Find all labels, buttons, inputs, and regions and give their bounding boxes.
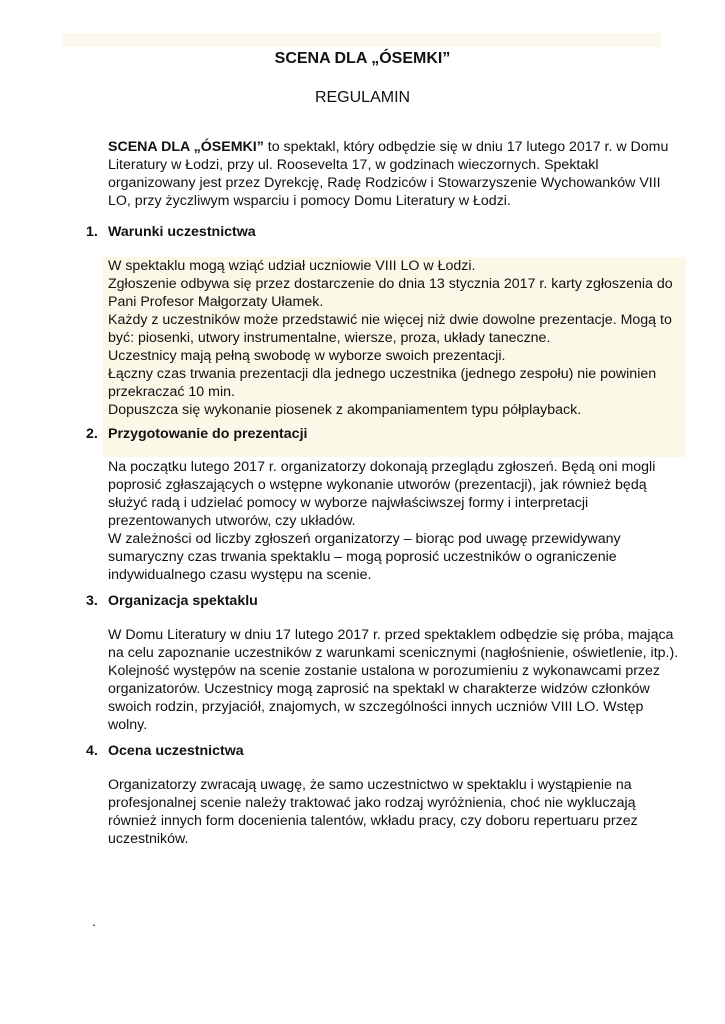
section-heading-1 <box>86 223 686 241</box>
paragraph: W spektaklu mogą wziąć udział uczniowie VIII LO w Łodzi. <box>108 258 476 274</box>
intro-text: to spektakl, który odbędzie się w dniu 17 lutego 2017 r. w Domu Literatury w Łodzi, przy ul. Roosevelta 17, w godzinach wieczornych. Spektakl organizowany jest przez Dyrekcję, Radę Rodziców i Stowarzyszenie Wychowanków VIII LO, przy życzliwym wsparciu i pomocy Domu Literatury w Łodzi. <box>108 139 669 209</box>
intro-bold-lead: SCENA DLA „ÓSEMKI” <box>108 139 264 155</box>
page-title: SCENA DLA „ÓSEMKI” <box>274 50 451 67</box>
paragraph: Zgłoszenie odbywa się przez dostarczenie do dnia 13 stycznia 2017 r. karty zgłoszenia do Pani Profesor Małgorzaty Ułamek. <box>108 276 673 310</box>
section-number: 2. <box>86 426 98 442</box>
section-title: Warunki uczestnictwa <box>108 224 256 240</box>
header-highlight <box>63 33 661 47</box>
section-number: 3. <box>86 593 98 609</box>
paragraph: W Domu Literatury w dniu 17 lutego 2017 r. przed spektaklem odbędzie się próba, mająca na celu zapoznanie uczestników z warunkami scenicznymi (nagłośnienie, oświetlenie, itp.). Kolejność występów na scenie zostanie ustalona w porozumieniu z wykonawcami przez organizatorów. Uczestnicy mogą zaprosić na spektakl w charakterze widzów członków swoich rodzin, przyjaciół, znajomych, w szczególności innych uczniów VIII LO. Wstęp wolny. <box>108 627 679 733</box>
paragraph: Uczestnicy mają pełną swobodę w wyborze swoich prezentacji. <box>108 348 506 364</box>
section-title: Ocena uczestnictwa <box>108 743 244 759</box>
section-number: 4. <box>86 743 98 759</box>
trailing-mark: . <box>92 913 96 929</box>
section-title: Organizacja spektaklu <box>108 593 258 609</box>
paragraph: Dopuszcza się wykonanie piosenek z akompaniamentem typu półplayback. <box>108 402 582 418</box>
page-subtitle: REGULAMIN <box>314 89 411 106</box>
paragraph: Każdy z uczestników może przedstawić nie więcej niż dwie dowolne prezentacje. Mogą to być: piosenki, utwory instrumentalne, wiersze, proza, układy taneczne. <box>108 312 672 346</box>
section-heading-3 <box>86 592 686 610</box>
paragraph: Na początku lutego 2017 r. organizatorzy dokonają przeglądu zgłoszeń. Będą oni mogli poprosić zgłaszających o wstępne wykonanie utworów (prezentacji), jak również będą służyć radą i udzielać pomocy w wyborze najwłaściwszej formy i interpretacji prezentowanych utworów, czy układów. <box>108 459 656 529</box>
section-body-3 <box>108 626 686 734</box>
section-body-4 <box>108 776 686 848</box>
section-heading-4 <box>86 742 686 760</box>
paragraph: Organizatorzy zwracają uwagę, że samo uczestnictwo w spektaklu i wystąpienie na profesjonalnej scenie należy traktować jako rodzaj wyróżnienia, choć nie wykluczają również innych form docenienia talentów, wkładu pracy, czy doboru repertuaru przez uczestników. <box>108 777 638 847</box>
paragraph: W zależności od liczby zgłoszeń organizatorzy – biorąc pod uwagę przewidywany sumaryczny czas trwania spektaklu – mogą poprosić uczestników o ograniczenie indywidualnego czasu występu na scenie. <box>108 531 621 583</box>
intro-paragraph <box>108 138 686 210</box>
section-body-2 <box>108 458 686 584</box>
section-number: 1. <box>86 224 98 240</box>
paragraph: Łączny czas trwania prezentacji dla jednego uczestnika (jednego zespołu) nie powinien przekraczać 10 min. <box>108 366 657 400</box>
section-body-1 <box>108 257 686 419</box>
section-title: Przygotowanie do prezentacji <box>108 426 308 442</box>
section-heading-2 <box>86 425 686 443</box>
